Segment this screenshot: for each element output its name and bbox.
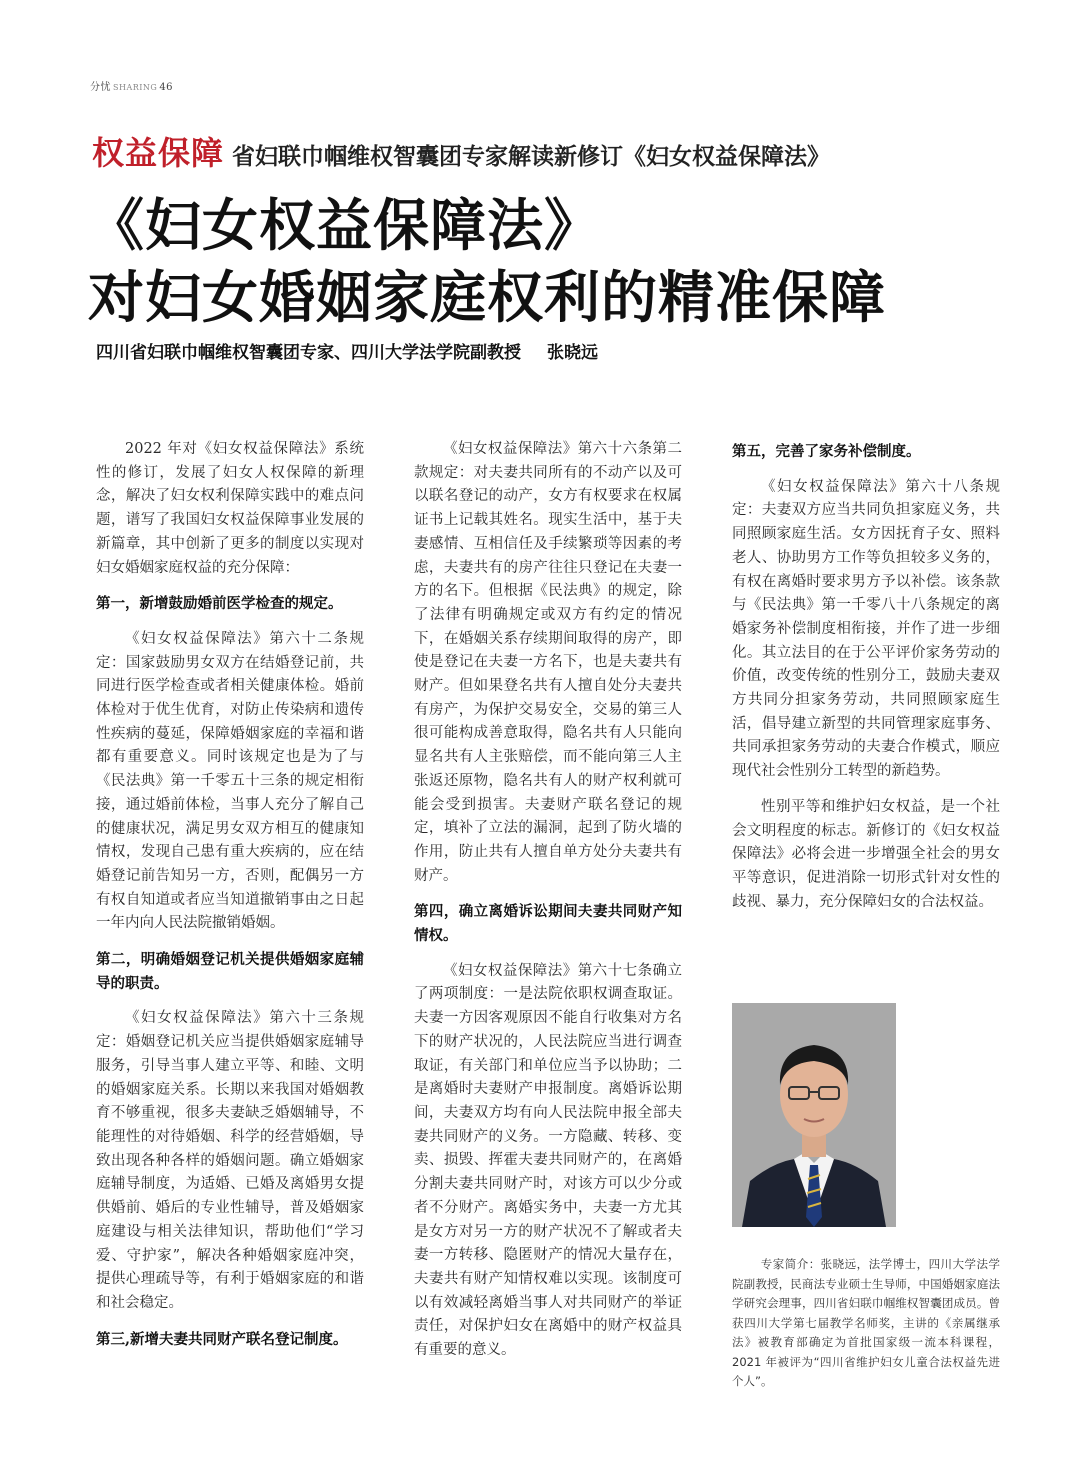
heading-first: 第一，新增鼓励婚前医学检查的规定。 [96,595,343,613]
column-1 [96,438,364,1363]
paragraph: 《妇女权益保障法》第六十七条确立了两项制度：一是法院依职权调查取证。夫妻一方因客观原因不能自行收集对方名下的财产状况的，人民法院应当进行调查取证，有关部门和单位应当予以协助；二是离婚时夫妻财产申报制度。离婚诉讼期间，夫妻双方均有向人民法院申报全部夫妻共同财产的义务。一方隐藏、转移、变卖、损毁、挥霍夫妻共同财产的，在离婚分割夫妻共同财产时，对该方可以少分或者不分财产。离婚实务中，夫妻一方尤其是女方对另一方的财产状况不了解或者夫妻一方转移、隐匿财产的情况大量存在，夫妻共有财产知情权难以实现。该制度可以有效减轻离婚当事人对共同财产的举证责任，对保护妇女在离婚中的财产权益具有重要的意义。 [414,962,682,1359]
paragraph: 《妇女权益保障法》第六十二条规定：国家鼓励男女双方在结婚登记前，共同进行医学检查或者相关健康体检。婚前体检对于优生优育，对防止传染病和遗传性疾病的蔓延，保障婚姻家庭的幸福和谐都有重要意义。同时该规定也是为了与《民法典》第一千零五十三条的规定相衔接，通过婚前体检，当事人充分了解自己的健康状况，满足男女双方相互的健康知情权，发现自己患有重大疾病的，应在结婚登记前告知另一方，否则，配偶另一方有权自知道或者应当知道撤销事由之日起一年内向人民法院撤销婚姻。 [96,630,364,932]
portrait-illustration [732,1003,896,1227]
section-header [92,128,992,174]
title-line-2: 对妇女婚姻家庭权利的精准保障 [88,265,886,331]
heading-third: 第三,新增夫妻共同财产联名登记制度。 [96,1330,348,1348]
paragraph: 《妇女权益保障法》第六十八条规定：夫妻双方应当共同负担家庭义务，共同照顾家庭生活。女方因抚育子女、照料老人、协助男方工作等负担较多义务的，有权在离婚时要求男方予以补偿。该条款与《民法典》第一千零八十八条规定的离婚家务补偿制度相衔接，并作了进一步细化。其立法目的在于公平评价家务劳动的价值，改变传统的性别分工，鼓励夫妻双方共同分担家务劳动，共同照顾家庭生活，倡导建立新型的共同管理家庭事务、共同承担家务劳动的夫妻合作模式，顺应现代社会性别分工转型的新趋势。 [732,478,1000,780]
article-title [88,190,1008,334]
section-subtitle: 省妇联巾帼维权智囊团专家解读新修订《妇女权益保障法》 [232,143,831,170]
byline [96,338,996,363]
heading-second: 第二，明确婚姻登记机关提供婚姻家庭辅导的职责。 [96,951,364,992]
conclusion-paragraph: 性别平等和维护妇女权益，是一个社会文明程度的标志。新修订的《妇女权益保障法》必将会进一步增强全社会的男女平等意识，促进消除一切形式针对女性的歧视、暴力，充分保障妇女的合法权益。 [732,798,1000,910]
folio-section-en: SHARING [113,83,158,92]
column-2 [414,438,682,1375]
heading-fifth: 第五，完善了家务补偿制度。 [732,443,921,460]
section-tag: 权益保障 [92,134,225,172]
page-number: 46 [159,82,174,93]
folio-section: 分忧 [90,82,111,93]
heading-fourth: 第四，确立离婚诉讼期间夫妻共同财产知情权。 [414,903,682,945]
folio [90,78,173,93]
author-photo [732,1003,896,1227]
bio-text: 专家简介：张晓远，法学博士，四川大学法学院副教授，民商法专业硕士生导师，中国婚姻家庭法学研究会理事，四川省妇联巾帼维权智囊团成员。曾获四川大学第七届教学名师奖，主讲的《亲属继承法》被教育部确定为首批国家级一流本科课程，2021 年被评为“四川省维护妇女儿童合法权益先进个人”。 [732,1257,1000,1388]
paragraph: 《妇女权益保障法》第六十三条规定：婚姻登记机关应当提供婚姻家庭辅导服务，引导当事人建立平等、和睦、文明的婚姻家庭关系。长期以来我国对婚姻教育不够重视，很多夫妻缺乏婚姻辅导，不能理性的对待婚姻、科学的经营婚姻，导致出现各种各样的婚姻问题。确立婚姻家庭辅导制度，为适婚、已婚及离婚男女提供婚前、婚后的专业性辅导，普及婚姻家庭建设与相关法律知识，帮助他们“学习爱、守护家”，解决各种婚姻家庭冲突，提供心理疏导等，有利于婚姻家庭的和谐和社会稳定。 [96,1010,364,1311]
author-bio [732,1255,1000,1392]
intro-paragraph: 2022 年对《妇女权益保障法》系统性的修订，发展了妇女人权保障的新理念，解决了妇女权利保障实践中的难点问题，谱写了我国妇女权益保障事业发展的新篇章，其中创新了更多的制度以实现对妇女婚姻家庭权益的充分保障： [96,441,364,576]
title-line-1: 《妇女权益保障法》 [88,193,601,259]
column-3 [732,438,1000,926]
author-name: 张晓远 [547,343,598,363]
paragraph: 《妇女权益保障法》第六十六条第二款规定：对夫妻共同所有的不动产以及可以联名登记的动产，女方有权要求在权属证书上记载其姓名。现实生活中，基于夫妻感情、互相信任及手续繁琐等因素的考虑，夫妻共有的房产往往只登记在夫妻一方的名下。但根据《民法典》的规定，除了法律有明确规定或双方有约定的情况下，在婚姻关系存续期间取得的房产，即使是登记在夫妻一方名下，也是夫妻共有财产。但如果登名共有人擅自处分夫妻共有房产，为保护交易安全，交易的第三人很可能构成善意取得，隐名共有人只能向显名共有人主张赔偿，而不能向第三人主张返还原物，隐名共有人的财产权利就可能会受到损害。夫妻财产联名登记的规定，填补了立法的漏洞，起到了防火墙的作用，防止共有人擅自单方处分夫妻共有财产。 [414,441,682,884]
author-affiliation: 四川省妇联巾帼维权智囊团专家、四川大学法学院副教授 [96,343,521,363]
